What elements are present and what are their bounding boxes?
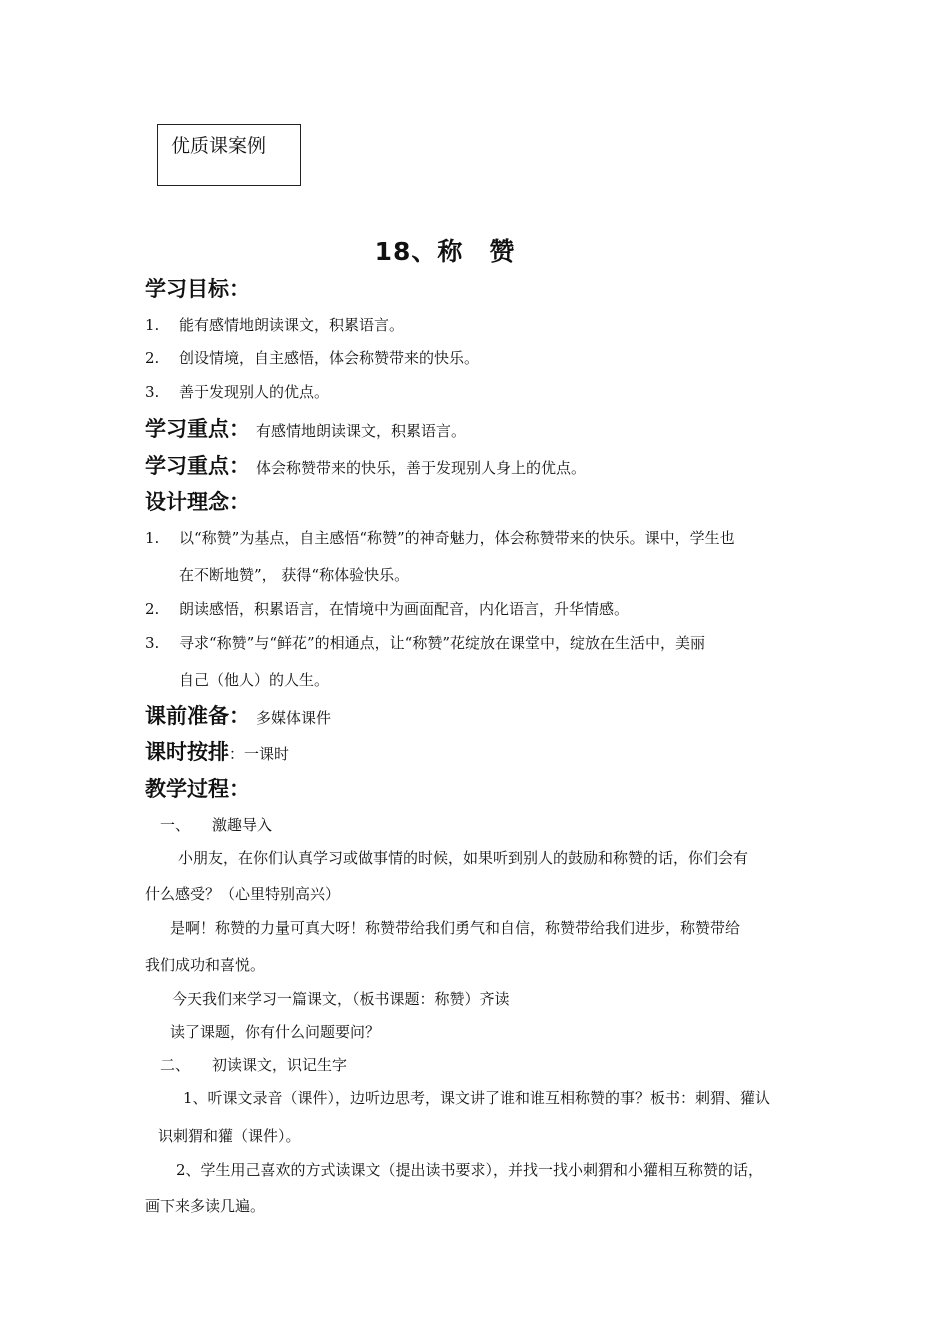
paragraph-2-cont: 我们成功和喜悦。: [145, 956, 266, 974]
paragraph-5: 1、听课文录音（课件），边听边思考，课文讲了谁和谁互相称赞的事？板书：刺猬、獾认: [183, 1089, 771, 1107]
design-heading: 设计理念：: [145, 490, 250, 514]
paragraph-1: 小朋友，在你们认真学习或做事情的时候，如果听到别人的鼓励和称赞的话，你们会有: [178, 849, 749, 867]
prep-text: 多媒体课件: [256, 709, 332, 727]
focus-text-2: 体会称赞带来的快乐，善于发现别人身上的优点。: [256, 459, 587, 477]
paragraph-6: 2、学生用己喜欢的方式读课文（提出读书要求），并找一找小刺猬和小獾相互称赞的话，: [176, 1161, 764, 1179]
focus-heading-2: 学习重点： 体会称赞带来的快乐，善于发现别人身上的优点。: [145, 454, 587, 478]
objective-item-2: 2. 创设情境，自主感悟，体会称赞带来的快乐。: [145, 349, 480, 367]
paragraph-5-cont: 识刺猬和獾（课件）。: [158, 1127, 301, 1145]
paragraph-1-cont: 什么感受？（心里特别高兴）: [145, 885, 341, 903]
design-item-3-cont: 自己（他人）的人生。: [179, 671, 330, 689]
process-heading: 教学过程：: [145, 777, 250, 801]
paragraph-2: 是啊！称赞的力量可真大呀！称赞带给我们勇气和自信，称赞带给我们进步，称赞带给: [170, 919, 741, 937]
section-1-heading: 一、 激趣导入: [160, 816, 273, 834]
schedule-text: ：一课时: [229, 745, 290, 763]
quality-lesson-badge: [157, 124, 301, 186]
section-2-heading: 二、 初读课文，识记生字: [160, 1056, 348, 1074]
design-item-1-cont: 在不断地赞”， 获得“称体验快乐。: [179, 566, 410, 584]
page-title: 18、称 赞: [374, 237, 516, 266]
paragraph-3: 今天我们来学习一篇课文，（板书课题：称赞）齐读: [172, 990, 510, 1008]
prep-heading: 课前准备： 多媒体课件: [145, 704, 332, 728]
objectives-heading: 学习目标：: [145, 277, 250, 301]
objective-item-3: 3. 善于发现别人的优点。: [145, 383, 330, 401]
focus-text-1: 有感情地朗读课文，积累语言。: [256, 422, 467, 440]
design-item-1: 1. 以“称赞”为基点，自主感悟“称赞”的神奇魅力，体会称赞带来的快乐。课中，学生也: [145, 529, 735, 547]
focus-heading-1: 学习重点： 有感情地朗读课文，积累语言。: [145, 417, 467, 441]
paragraph-6-cont: 画下来多读几遍。: [145, 1197, 266, 1215]
design-item-3: 3. 寻求“称赞”与“鲜花”的相通点，让“称赞”花绽放在课堂中，绽放在生活中，美丽: [145, 634, 706, 652]
badge-text: 优质课案例: [171, 135, 267, 157]
objective-item-1: 1. 能有感情地朗读课文，积累语言。: [145, 316, 405, 334]
design-item-2: 2. 朗读感悟，积累语言，在情境中为画面配音，内化语言，升华情感。: [145, 600, 630, 618]
schedule-heading: 课时按排：一课时: [145, 740, 290, 764]
paragraph-4: 读了课题，你有什么问题要问？: [170, 1023, 381, 1041]
